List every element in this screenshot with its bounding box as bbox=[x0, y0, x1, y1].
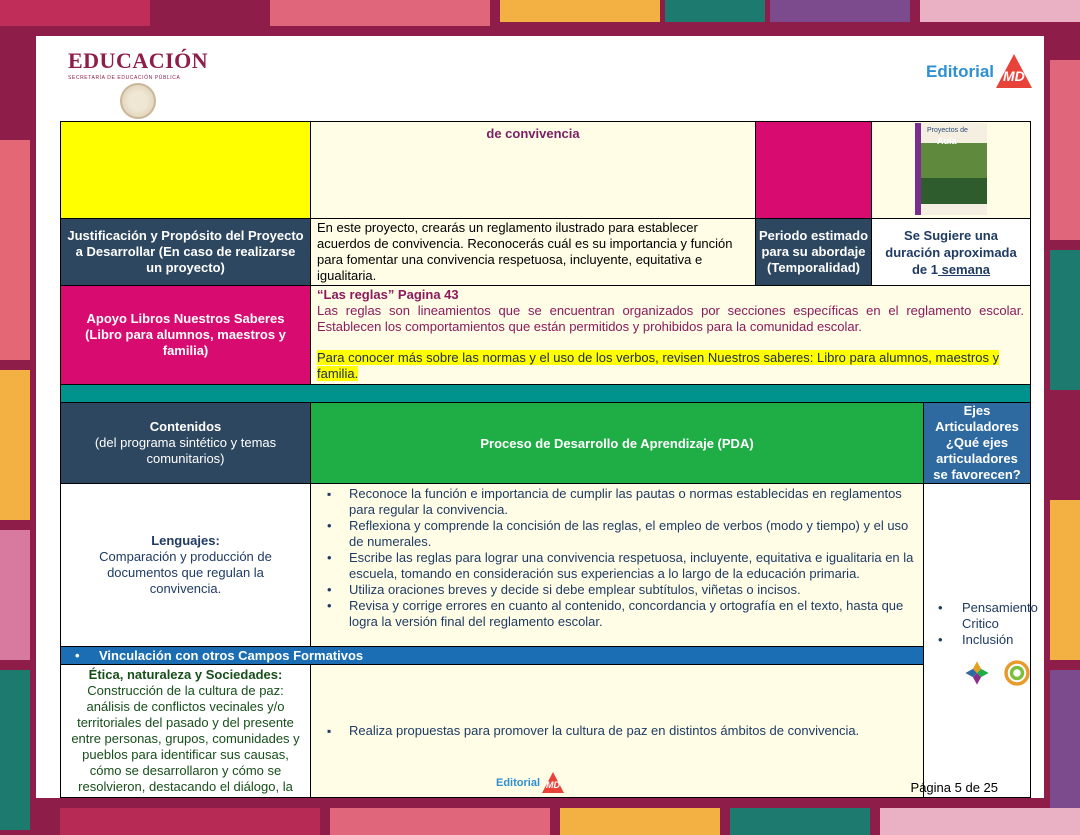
justificacion-row bbox=[61, 219, 1031, 286]
bg-tile bbox=[0, 530, 30, 660]
ejes-header: Ejes Articuladores ¿Qué ejes articuladores se favorecen? bbox=[924, 403, 1031, 484]
bg-tile bbox=[270, 0, 490, 26]
lenguajes-row bbox=[61, 484, 1031, 647]
teal-divider-row bbox=[61, 385, 1031, 403]
eje-item: • Pensamiento Critico bbox=[938, 600, 1030, 632]
duracion-text: Se Sugiere una duración aproximada de 1 semana bbox=[872, 219, 1031, 286]
etica-content bbox=[61, 665, 311, 798]
pda-item: ▪ Realiza propuestas para promover la cultura de paz en distintos ámbitos de convivencia. bbox=[325, 723, 917, 739]
footer-md-badge-icon: MD bbox=[542, 772, 564, 794]
bg-tile bbox=[730, 808, 870, 835]
eje-item: • Inclusión bbox=[938, 632, 1030, 648]
project-title: de convivencia bbox=[311, 122, 756, 219]
pda-item: • Utiliza oraciones breves y decide si debe emplear subtítulos, viñetas o incisos. bbox=[325, 582, 917, 598]
etica-title: Ética, naturaleza y Sociedades: bbox=[88, 667, 283, 682]
bg-tile bbox=[330, 808, 550, 835]
bg-tile bbox=[0, 670, 30, 830]
etica-pda-cell bbox=[311, 665, 924, 798]
bg-tile bbox=[1050, 250, 1080, 390]
cover-title-line2: Aula bbox=[937, 136, 957, 146]
bg-tile bbox=[560, 808, 720, 835]
bg-tile bbox=[770, 0, 910, 22]
apoyo-content bbox=[311, 286, 1031, 385]
vinculacion-bar: • Vinculación con otros Campos Formativos bbox=[61, 647, 924, 665]
cover-title-line1: Proyectos de bbox=[927, 127, 968, 134]
lenguajes-pda-list bbox=[311, 484, 923, 632]
edu-subtitle: SECRETARÍA DE EDUCACIÓN PÚBLICA bbox=[68, 75, 181, 81]
book-cover-image bbox=[915, 123, 987, 215]
bg-tile bbox=[880, 808, 1080, 835]
teal-divider bbox=[61, 385, 1031, 403]
bg-tile bbox=[1050, 500, 1080, 660]
ejes-cell bbox=[924, 484, 1038, 798]
lenguajes-text: Comparación y producción de documentos que regulan la convivencia. bbox=[99, 549, 272, 596]
bg-tile bbox=[0, 370, 30, 520]
sep-logo bbox=[68, 48, 218, 81]
etica-pda-list bbox=[311, 721, 923, 741]
pda-item: • Reflexiona y comprende la concisión de las reglas, el empleo de verbos (modo y tiempo) y el uso de numerales. bbox=[325, 518, 917, 550]
reglas-heading: “Las reglas” Pagina 43 bbox=[317, 287, 459, 302]
brand-text: Editorial bbox=[925, 62, 994, 81]
bg-tile bbox=[500, 0, 660, 22]
justificacion-text: En este proyecto, crearás un reglamento ilustrado para establecer acuerdos de convivencia. Reconocerás cuál es su importancia y función para fomentar una convivencia respetuosa, incluyente, equitativa e igualitaria. bbox=[311, 219, 756, 286]
column-header-row bbox=[61, 403, 1031, 484]
bg-tile bbox=[920, 0, 1080, 22]
pda-item: • Escribe las reglas para lograr una convivencia respetuosa, incluyente, equitativa e igualitaria en la escuela, tomando en consideración sus experiencias a lo largo de la educación primaria. bbox=[325, 550, 917, 582]
document-page bbox=[36, 36, 1044, 798]
planning-table bbox=[60, 121, 1038, 798]
periodo-label: Periodo estimado para su abordaje (Temporalidad) bbox=[756, 219, 872, 286]
reglas-text: Las reglas son lineamientos que se encuentran organizados por secciones específicas en el reglamento escolar. Establecen los comportamientos que están permitidos y prohibidos para la comunidad escolar. bbox=[317, 303, 1024, 334]
apoyo-label: Apoyo Libros Nuestros Saberes (Libro para alumnos, maestros y familia) bbox=[61, 286, 311, 385]
footer-logo bbox=[496, 772, 564, 794]
pensamiento-critico-icon bbox=[964, 654, 990, 692]
lenguajes-title: Lenguajes: bbox=[151, 533, 220, 548]
footer-brand-text: Editorial bbox=[496, 777, 541, 789]
pda-item: ▪ Reconoce la función e importancia de cumplir las pautas o normas establecidas en reglamentos para regular la convivencia. bbox=[325, 486, 917, 518]
justificacion-label: Justificación y Propósito del Proyecto a Desarrollar (En caso de realizarse un proyecto) bbox=[61, 219, 311, 286]
ejes-list bbox=[924, 599, 1038, 648]
reglas-highlight: Para conocer más sobre las normas y el uso de los verbos, revisen Nuestros saberes: Libro para alumnos, maestros y familia. bbox=[317, 350, 1000, 381]
contenidos-header: Contenidos (del programa sintético y temas comunitarios) bbox=[61, 403, 311, 484]
title-row bbox=[61, 122, 1031, 219]
md-badge-icon: MD bbox=[996, 54, 1032, 90]
vinculacion-label: Vinculación con otros Campos Formativos bbox=[99, 648, 364, 663]
duracion-unit: semana bbox=[937, 261, 991, 277]
etica-text: Construcción de la cultura de paz: análisis de conflictos vecinales y/o territoriales del pasado y del presente entre personas, grupos, comunidades y pueblos para identificar sus causas, cómo se desarrollaron y cómo se resolvieron, destacando el diálogo, la bbox=[71, 683, 300, 794]
book-cover-cell bbox=[872, 122, 1031, 219]
bg-tile bbox=[60, 808, 320, 835]
title-accent-block bbox=[756, 122, 872, 219]
bg-tile bbox=[0, 140, 30, 360]
bg-tile bbox=[0, 0, 150, 26]
ejes-icons bbox=[964, 654, 1030, 692]
inclusion-icon bbox=[1004, 654, 1030, 692]
national-seal-icon bbox=[120, 83, 156, 119]
pda-header: Proceso de Desarrollo de Aprendizaje (PDA) bbox=[311, 403, 924, 484]
edu-title: EDUCACIÓN bbox=[68, 48, 209, 73]
lenguajes-content bbox=[61, 484, 311, 647]
vinculacion-row bbox=[61, 647, 1031, 665]
editorial-md-logo bbox=[926, 54, 1032, 90]
page-number: Página 5 de 25 bbox=[910, 780, 998, 795]
bg-tile bbox=[665, 0, 765, 22]
title-color-block bbox=[61, 122, 311, 219]
apoyo-row bbox=[61, 286, 1031, 385]
bg-tile bbox=[1050, 60, 1080, 240]
bg-tile bbox=[1050, 670, 1080, 830]
contenidos-subheader: (del programa sintético y temas comunitarios) bbox=[94, 435, 277, 466]
lenguajes-pda-cell bbox=[311, 484, 924, 647]
pda-item: • Revisa y corrige errores en cuanto al contenido, concordancia y ortografía en el texto, hasta que logra la versión final del reglamento escolar. bbox=[325, 598, 917, 630]
